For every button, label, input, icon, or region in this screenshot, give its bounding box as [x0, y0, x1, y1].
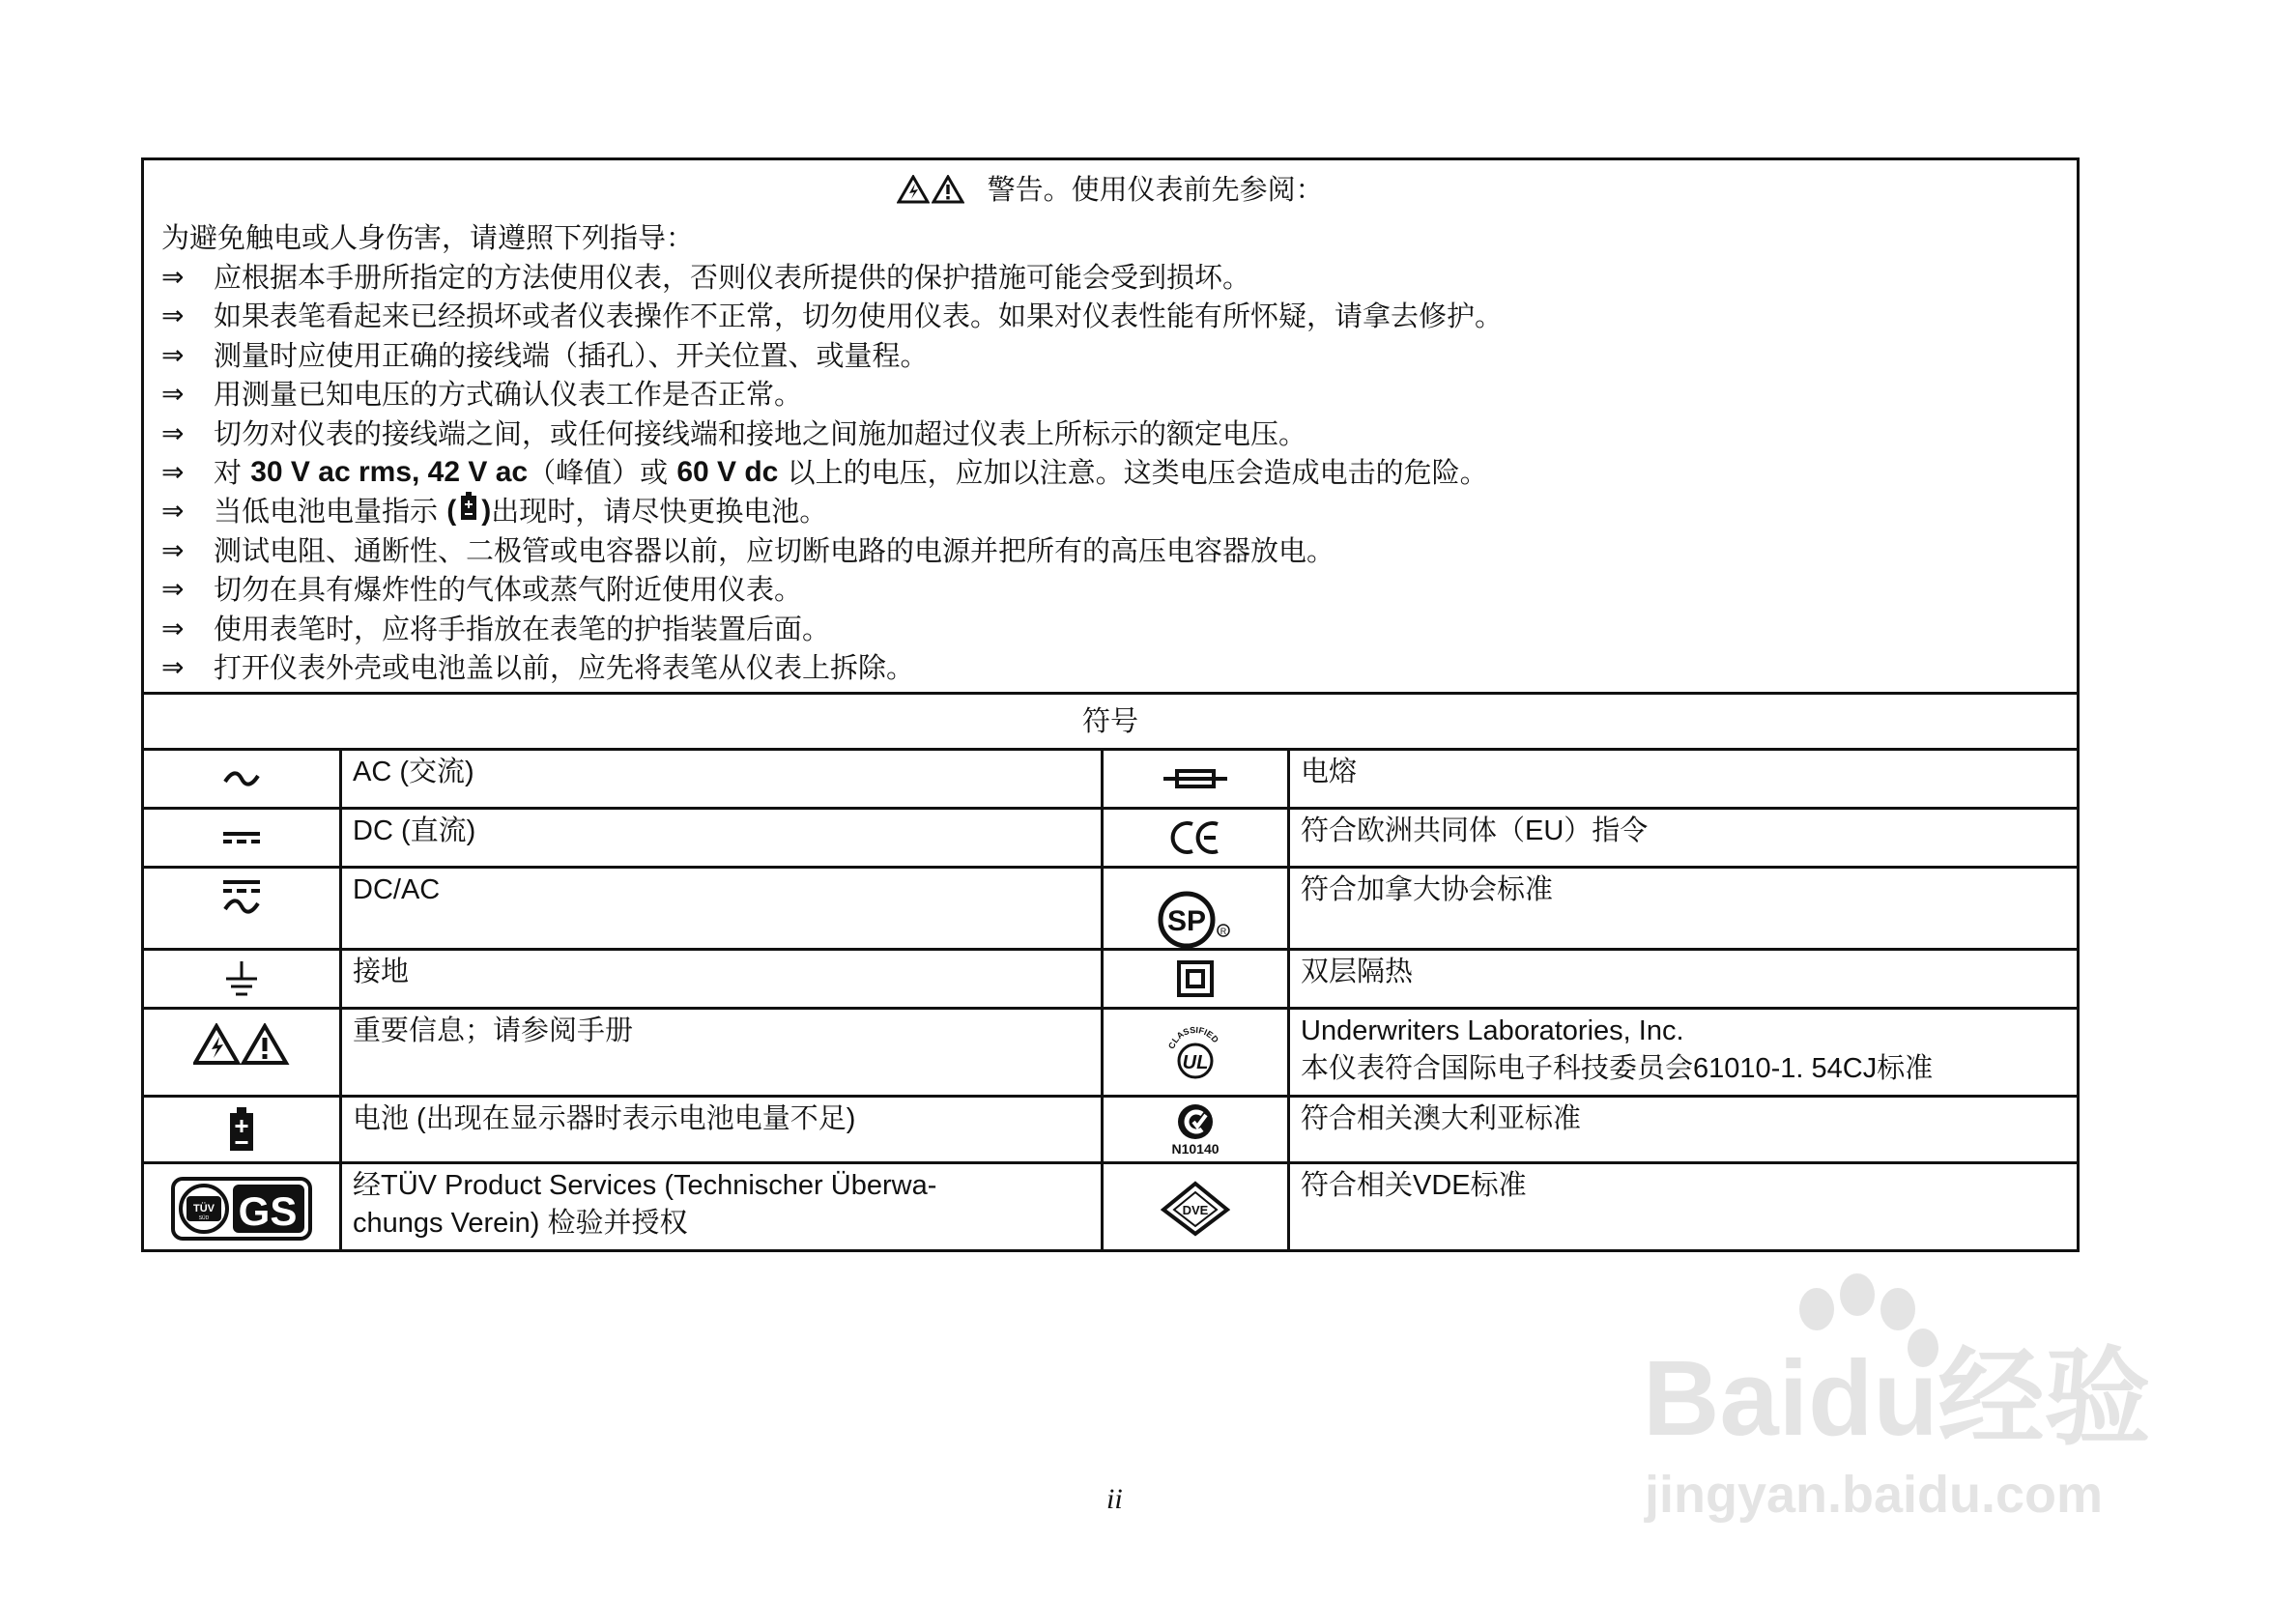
symbol-text: 符合加拿大协会标准 — [1301, 874, 1554, 905]
arrow-icon: ⇒ — [161, 338, 185, 371]
fuse-icon — [1104, 751, 1287, 807]
svg-text:TÜV: TÜV — [193, 1202, 215, 1214]
list-item: ⇒ 应根据本手册所指定的方法使用仪表，否则仪表所提供的保护措施可能会受到损坏。 — [161, 258, 1503, 297]
symbol-text: 符合相关VDE标准 — [1301, 1170, 1527, 1201]
c-tick-code: N10140 — [1171, 1141, 1220, 1157]
svg-text:GS: GS — [238, 1187, 298, 1234]
symbol-text: Underwriters Laboratories, Inc. — [1301, 1015, 1684, 1046]
symbol-text: 符合相关澳大利亚标准 — [1301, 1103, 1582, 1134]
double-insulation-icon — [1104, 951, 1287, 1007]
warning-title-row — [144, 170, 2077, 214]
symbol-text: 重要信息；请参阅手册 — [353, 1015, 634, 1046]
warning-icon — [144, 1010, 339, 1095]
symbol-text: chungs Verein) 检验并授权 — [353, 1208, 688, 1239]
warning-title: 警告。使用仪表前先参阅： — [987, 173, 1324, 206]
arrow-icon: ⇒ — [161, 650, 185, 683]
low-battery-icon — [460, 492, 477, 530]
symbol-text: 电池 (出现在显示器时表示电池电量不足) — [353, 1103, 856, 1134]
arrow-icon: ⇒ — [161, 261, 185, 293]
list-item: ⇒ 切勿对仪表的接线端之间，或任何接线端和接地之间施加超过仪表上所标示的额定电压。 — [161, 414, 1503, 453]
arrow-icon: ⇒ — [161, 455, 185, 488]
ground-icon — [144, 951, 339, 1007]
warning-section — [144, 160, 2077, 692]
watermark-url: jingyan.baidu.com — [1645, 1466, 2104, 1524]
dc-ac-icon — [144, 869, 339, 948]
svg-text:DVE: DVE — [1182, 1202, 1209, 1217]
arrow-icon: ⇒ — [161, 300, 185, 332]
column-divider — [339, 748, 342, 1252]
symbol-text: AC (交流) — [353, 757, 474, 787]
baidu-watermark — [1633, 1256, 2174, 1546]
battery-icon — [144, 1098, 339, 1161]
vde-icon — [1104, 1164, 1287, 1252]
svg-text:UL: UL — [1182, 1052, 1209, 1073]
warning-list — [161, 258, 1503, 687]
svg-text:R: R — [1220, 927, 1227, 936]
arrow-icon: ⇒ — [161, 612, 185, 644]
arrow-icon: ⇒ — [161, 416, 185, 449]
list-item: ⇒ 切勿在具有爆炸性的气体或蒸气附近使用仪表。 — [161, 570, 1503, 609]
symbol-text: 双层隔热 — [1301, 957, 1414, 987]
ac-icon — [144, 751, 339, 807]
column-divider — [1287, 748, 1290, 1252]
list-item: ⇒ 测试电阻、通断性、二极管或电容器以前，应切断电路的电源并把所有的高压电容器放电。 — [161, 531, 1503, 570]
arrow-icon: ⇒ — [161, 573, 185, 606]
arrow-icon: ⇒ — [161, 533, 185, 566]
warning-intro: 为避免触电或人身伤害，请遵照下列指导： — [161, 221, 695, 254]
ul-icon — [1104, 1010, 1287, 1095]
arrow-icon: ⇒ — [161, 495, 185, 528]
symbol-text: 本仪表符合国际电子科技委员会61010-1. 54CJ标准 — [1301, 1053, 1934, 1084]
svg-text:SÜD: SÜD — [198, 1214, 210, 1221]
svg-text:SP: SP — [1166, 905, 1207, 937]
c-tick-icon — [1104, 1098, 1287, 1161]
csa-icon — [1104, 869, 1287, 948]
symbol-text: 电熔 — [1301, 757, 1358, 787]
symbol-text: 接地 — [353, 957, 410, 987]
symbol-text: 经TÜV Product Services (Technischer Überwa- — [353, 1170, 937, 1201]
list-item: ⇒ 使用表笔时，应将手指放在表笔的护指装置后面。 — [161, 610, 1503, 648]
tuv-gs-icon — [144, 1164, 339, 1252]
symbol-text: DC/AC — [353, 874, 441, 905]
symbol-text: DC (直流) — [353, 815, 476, 846]
watermark-brand: Baidu经验 — [1643, 1339, 2151, 1458]
list-item: ⇒ 用测量已知电压的方式确认仪表工作是否正常。 — [161, 375, 1503, 414]
page-number: ii — [1106, 1483, 1123, 1515]
list-item-voltage: ⇒ 对 30 V ac rms, 42 V ac （峰值）或 60 V dc 以上的电压，应加以注意。这类电压会造成电击的危险。 — [161, 453, 1503, 492]
shock-warning-icon — [897, 175, 930, 214]
symbols-title: 符号 — [1081, 704, 1138, 737]
list-item: ⇒ 测量时应使用正确的接线端（插孔）、开关位置、或量程。 — [161, 336, 1503, 375]
list-item-battery: ⇒ 当低电池电量指示 ( ) 出现时，请尽快更换电池。 — [161, 492, 1503, 530]
ce-icon — [1104, 810, 1287, 866]
arrow-icon: ⇒ — [161, 378, 185, 411]
dc-icon — [144, 810, 339, 866]
list-item: ⇒ 打开仪表外壳或电池盖以前，应先将表笔从仪表上拆除。 — [161, 648, 1503, 687]
list-item: ⇒ 如果表笔看起来已经损坏或者仪表操作不正常，切勿使用仪表。如果对仪表性能有所怀疑，请拿去修护。 — [161, 297, 1503, 335]
warning-and-symbols-table — [141, 157, 2080, 1252]
symbol-text: 符合欧洲共同体（EU）指令 — [1301, 815, 1649, 846]
caution-icon — [932, 175, 964, 214]
svg-text:CLASSIFIED: CLASSIFIED — [1166, 1024, 1221, 1050]
